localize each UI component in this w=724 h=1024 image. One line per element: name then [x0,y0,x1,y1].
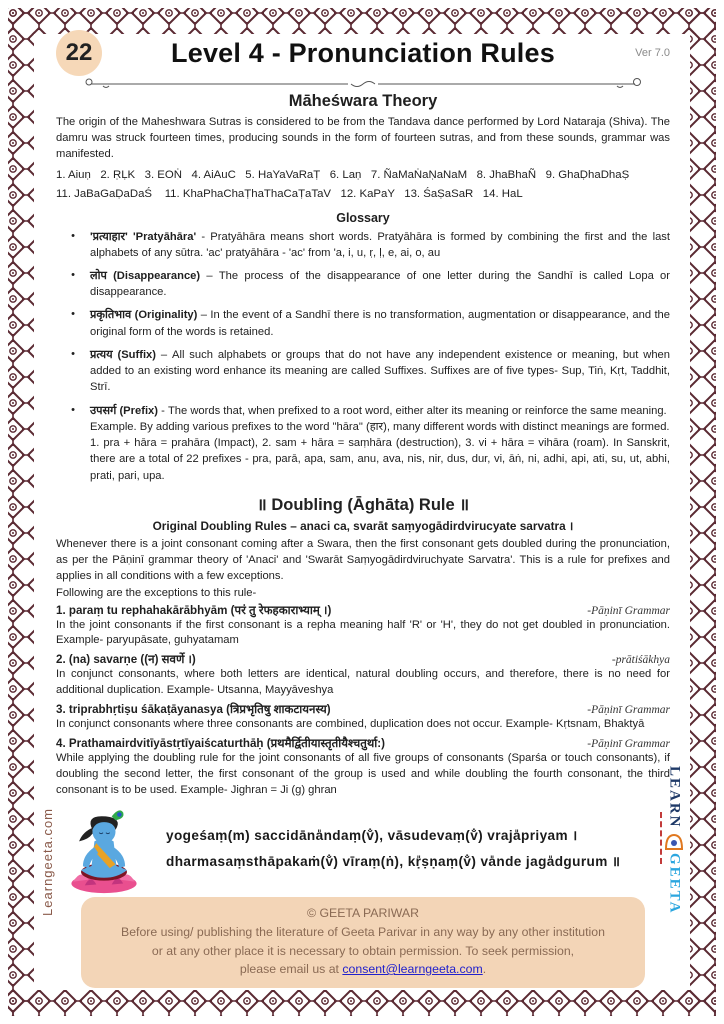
page-number-badge: 22 [56,30,102,76]
glossary-body: – The process of the disappearance of one letter during the Sandhī is called Lopa or disappearance. [90,269,671,299]
rule-body: In conjunct consonants where three consonants are combined, duplication does not occur. Example- Kṛtsnam, Bhaktyā [56,718,645,731]
rule-source: -prātiśākhya [611,654,670,667]
divider-ornament [83,78,643,90]
bullet-dot: • [71,268,75,281]
doubling-subheading: Original Doubling Rules – anaci ca, svarāt saṃyogādirdvirucyate sarvatra । [152,518,574,533]
glossary-item [56,268,670,300]
rule-title: 2. (na) savarṇe ((न) सवर्णे ।) [56,653,196,667]
rule-title: 1. paraṃ tu rephahakārābhyām (परं तु रेफहकाराभ्याम् ।) [56,603,332,617]
rule-body: In conjunct consonants, where both letters are identical, natural doubling occurs, and therefore, there is no need for additional duplication. Example- Utsanna, Mayyāveshya [56,668,670,697]
permission-line-3: please email us at consent@learngeeta.com. [239,962,487,977]
logo-tagline-mark [660,812,662,864]
glossary-item [56,307,670,339]
doubling-heading: ॥ Doubling (Āghāta) Rule ॥ [256,495,470,514]
rule-source: -Pāṇinī Grammar [587,604,670,617]
bullet-dot: • [71,229,75,242]
page-title: Level 4 - Pronunciation Rules [171,37,555,68]
permission-line-1: Before using/ publishing the literature of Geeta Parivar in any way by any other institution [121,925,605,940]
glossary-body-line: Example. By adding various prefixes to the word "hāra" (हार), many different words with distinct meanings are formed. [90,420,670,433]
glossary-term: प्रकृतिभाव (Originality) [90,309,198,322]
rule-title: 3. triprabhṛtiṣu śākaṭāyanasya (त्रिप्रभृतिषु शाकटायनस्य) [56,703,331,717]
rule-source: -Pāṇinī Grammar [587,704,670,717]
maheswara-intro: The origin of the Maheshwara Sutras is considered to be from the Tandava dance performed by Lord Nataraja (Shiva). The damru was struck fourteen times, producing sounds in the form of fourteen sutras, and from these sounds, grammar was manifested. [56,116,670,160]
right-logo-learngeeta [664,766,684,914]
consent-email-link[interactable]: consent@learngeeta.com [342,962,483,977]
left-watermark-learngeeta: Learngeeta.com [40,808,55,916]
logo-learn-text: LEARN [666,766,683,829]
permission-line-2: or at any other place it is necessary to obtain permission. To seek permission, [151,943,575,958]
glossary-body: - Pratyāhāra means short words. Pratyāhāra is formed by combining the first and the last alphabets of any sūtra. 'ac' pratyāhāra - 'ac' from 'a, i, u, ṛ, ḷ, e, ai, o, au [90,230,671,259]
glossary-item [56,403,670,484]
shloka-line-2: dharmasaṃsthāpakaṁ(v̐) vīraṃ(ṅ), kṛ̎ṣṇaṃ(v̐) va̎nde jaga̎dgurum ॥ [166,853,621,869]
glossary-body: – All such alphabets or groups that do not have any independent existence or meaning, but when added to an existing word enhance its meaning are called Suffixes. Suffixes are of five types- Sup, Tiṅ, Kṛt, Taddhit, Strī. [90,348,670,394]
exceptions-lead: Following are the exceptions to this rule- [56,586,257,599]
exception-rule [56,603,670,650]
doubling-intro: Whenever there is a joint consonant coming after a Swara, then the first consonant gets doubled during the pronunciation, as per the Pāṇinī grammar theory of 'Anaci' and 'Swarāt Saṃyogādirdviruchyate Sarvatra'. This is a rule for prefixes and applies in all conditions with a few exceptions. [56,537,670,582]
rule-source: -Pāṇinī Grammar [587,738,670,751]
header [56,30,670,76]
sutra-line-1: 1. Aiuṇ 2. ṚḶK 3. EOṄ 4. AiAuC 5. HaYaVaRaṬ 6. Laṇ 7. ÑaMaṄaṆaNaM 8. JhaBhaÑ 9. GhaḌhaDhaṢ [56,168,630,181]
bullet-dot: • [71,347,75,360]
glossary-body: – In the event of a Sandhī there is no transformation, augmentation or disappearance, and the original form of the words is retained. [90,309,671,338]
copyright-notice [81,897,645,988]
glossary-heading: Glossary [336,210,390,225]
krishna-illustration-icon [56,803,152,895]
version-label: Ver 7.0 [635,47,670,59]
exception-rule [56,652,670,699]
glossary-term: 'प्रत्याहार' 'Pratyāhāra' [90,230,197,243]
logo-geeta-text: GEETA [666,852,683,914]
rule-title: 4. Prathamairdvitīyāstṛtīyaiścaturthāḥ (प्रथमैर्द्वितीयास्तृतीयैश्चतुर्था:) [56,737,385,751]
bullet-dot: • [71,403,75,416]
glossary-item [56,347,670,396]
shloka-line-1: yogeśaṃ(m) saccidāna̎ndaṃ(v̐), vāsudevaṃ(v̐) vraja̎priyam । [166,827,578,843]
shloka-text [152,823,670,875]
rule-body: While applying the doubling rule for the joint consonants of all five groups of consonants (Sparśa or touch consonants), if doubling the second letter, the first consonant of the group is used and while doubling the fourth consonant, the third consonant is to be used. Example- Jighran = Ji (g) ghran [56,752,670,796]
exception-rule [56,736,670,799]
shloka-section [56,803,670,895]
glossary-body-line: 1. pra + hāra = prahāra (Impact), 2. sam + hāra = saṃhāra (destruction), 3. vi + hāra = vihāra (roam). In Sanskrit, there are a total of 22 prefixes - pra, parā, apa, sam, anu, ava, nis, nir, dus, dur, vi, āṅ, ni, adhi, api, ati, su, ut, abhi, prati, pari, upa. [90,437,670,482]
sutra-line-2: 11. JaBaGaḌaDaŚ 11. KhaPhaChaṬhaThaCaṬaTaV 12. KaPaY 13. ŚaṢaSaR 14. HaL [56,188,523,201]
glossary-term: लोप (Disappearance) [90,269,201,282]
glossary-item [56,229,670,261]
bullet-dot: • [71,308,75,321]
copyright-title: © GEETA PARIWAR [306,905,419,920]
exception-rule [56,702,670,733]
section-heading-maheswara: Māheśwara Theory [288,92,438,110]
glossary-term: प्रत्यय (Suffix) [90,348,156,361]
glossary-term: उपसर्ग (Prefix) [90,404,158,417]
rule-body: In the joint consonants if the first consonant is a repha meaning half 'R' or 'H', they do not get doubled in pronunciation. Example- paryupāsate, guhyatamam [56,618,670,647]
learngeeta-emblem-icon [664,831,684,851]
glossary-body: - The words that, when prefixed to a root word, either alter its meaning or reinforce the same meaning. [161,404,667,417]
